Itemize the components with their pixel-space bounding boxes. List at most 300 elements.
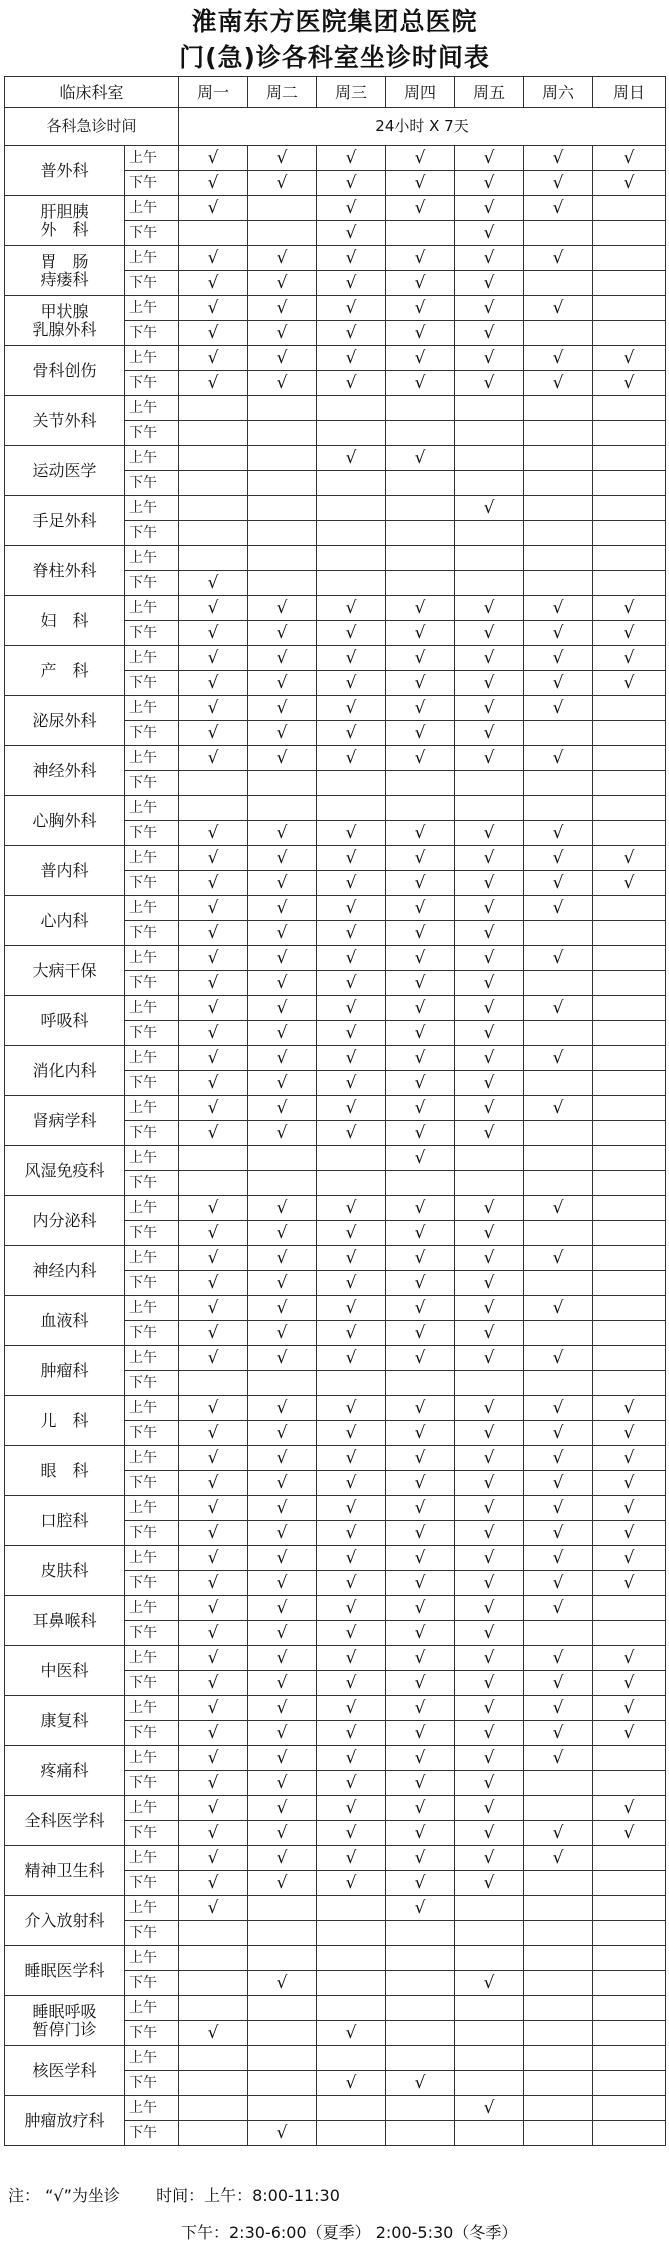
period-label: 上午 [125, 1046, 179, 1071]
empty-cell [248, 2046, 317, 2071]
empty-cell [524, 721, 593, 746]
department-name: 口腔科 [5, 1496, 125, 1546]
empty-cell [593, 396, 666, 421]
empty-cell [593, 1346, 666, 1371]
schedule-row [5, 1896, 666, 1921]
empty-cell [455, 2046, 524, 2071]
empty-cell [248, 221, 317, 246]
empty-cell [179, 1996, 248, 2021]
clinic-open-check: √ [593, 1571, 666, 1596]
empty-cell [248, 2071, 317, 2096]
empty-cell [593, 271, 666, 296]
period-label: 上午 [125, 896, 179, 921]
clinic-open-check: √ [179, 296, 248, 321]
empty-cell [179, 796, 248, 821]
empty-cell [386, 1371, 455, 1396]
empty-cell [524, 446, 593, 471]
clinic-open-check: √ [386, 2071, 455, 2096]
clinic-open-check: √ [455, 1971, 524, 1996]
empty-cell [179, 496, 248, 521]
clinic-open-check: √ [386, 1346, 455, 1371]
schedule-row [5, 1246, 666, 1271]
schedule-row [5, 746, 666, 771]
empty-cell [524, 221, 593, 246]
clinic-open-check: √ [317, 1246, 386, 1271]
schedule-row [5, 346, 666, 371]
clinic-open-check: √ [593, 1546, 666, 1571]
clinic-open-check: √ [317, 1421, 386, 1446]
clinic-open-check: √ [179, 1796, 248, 1821]
empty-cell [248, 521, 317, 546]
department-name: 睡眠医学科 [5, 1946, 125, 1996]
empty-cell [593, 2121, 666, 2146]
clinic-open-check: √ [455, 1346, 524, 1371]
clinic-open-check: √ [386, 1096, 455, 1121]
clinic-open-check: √ [179, 1396, 248, 1421]
empty-cell [179, 221, 248, 246]
period-label: 下午 [125, 1621, 179, 1646]
clinic-open-check: √ [179, 2021, 248, 2046]
clinic-open-check: √ [455, 1671, 524, 1696]
period-label: 下午 [125, 1321, 179, 1346]
clinic-open-check: √ [179, 1071, 248, 1096]
empty-cell [317, 2096, 386, 2121]
period-label: 上午 [125, 846, 179, 871]
clinic-open-check: √ [179, 1571, 248, 1596]
empty-cell [179, 1171, 248, 1196]
clinic-open-check: √ [386, 1696, 455, 1721]
clinic-open-check: √ [248, 1396, 317, 1421]
clinic-open-check: √ [455, 146, 524, 171]
period-label: 下午 [125, 1471, 179, 1496]
empty-cell [455, 546, 524, 571]
empty-cell [248, 1171, 317, 1196]
clinic-open-check: √ [455, 1821, 524, 1846]
empty-cell [248, 546, 317, 571]
empty-cell [593, 1896, 666, 1921]
empty-cell [248, 2096, 317, 2121]
clinic-open-check: √ [317, 1746, 386, 1771]
period-label: 上午 [125, 446, 179, 471]
clinic-open-check: √ [455, 346, 524, 371]
clinic-open-check: √ [317, 1696, 386, 1721]
period-label: 下午 [125, 1221, 179, 1246]
schedule-row [5, 496, 666, 521]
empty-cell [593, 296, 666, 321]
clinic-open-check: √ [386, 1071, 455, 1096]
clinic-open-check: √ [317, 296, 386, 321]
empty-cell [593, 1921, 666, 1946]
schedule-title: 门(急)诊各科室坐诊时间表 [179, 43, 490, 72]
period-label: 下午 [125, 571, 179, 596]
department-name: 脊柱外科 [5, 546, 125, 596]
clinic-open-check: √ [524, 146, 593, 171]
clinic-open-check: √ [524, 1646, 593, 1671]
clinic-open-check: √ [524, 371, 593, 396]
clinic-open-check: √ [179, 921, 248, 946]
empty-cell [386, 496, 455, 521]
clinic-open-check: √ [248, 1221, 317, 1246]
empty-cell [593, 1096, 666, 1121]
period-label: 上午 [125, 396, 179, 421]
period-label: 下午 [125, 1121, 179, 1146]
clinic-open-check: √ [455, 1621, 524, 1646]
clinic-open-check: √ [179, 246, 248, 271]
empty-cell [248, 1996, 317, 2021]
clinic-open-check: √ [593, 371, 666, 396]
clinic-open-check: √ [593, 1396, 666, 1421]
clinic-open-check: √ [386, 1596, 455, 1621]
clinic-open-check: √ [455, 671, 524, 696]
empty-cell [455, 1171, 524, 1196]
empty-cell [386, 1946, 455, 1971]
clinic-open-check: √ [317, 1396, 386, 1421]
clinic-open-check: √ [386, 321, 455, 346]
clinic-open-check: √ [455, 846, 524, 871]
empty-cell [386, 396, 455, 421]
clinic-open-check: √ [386, 146, 455, 171]
clinic-open-check: √ [317, 746, 386, 771]
schedule-row [5, 2046, 666, 2071]
clinic-open-check: √ [386, 171, 455, 196]
department-name: 产 科 [5, 646, 125, 696]
clinic-open-check: √ [179, 1546, 248, 1571]
clinic-open-check: √ [524, 946, 593, 971]
empty-cell [455, 446, 524, 471]
empty-cell [317, 1946, 386, 1971]
department-name: 肝胆胰 外 科 [5, 196, 125, 246]
empty-cell [386, 1171, 455, 1196]
clinic-open-check: √ [455, 1846, 524, 1871]
empty-cell [524, 796, 593, 821]
clinic-open-check: √ [317, 1471, 386, 1496]
clinic-open-check: √ [524, 871, 593, 896]
empty-cell [524, 1796, 593, 1821]
empty-cell [317, 1921, 386, 1946]
clinic-open-check: √ [248, 1671, 317, 1696]
period-label: 上午 [125, 1646, 179, 1671]
empty-cell [524, 1946, 593, 1971]
empty-cell [179, 2046, 248, 2071]
clinic-open-check: √ [317, 871, 386, 896]
period-label: 上午 [125, 596, 179, 621]
empty-cell [593, 1046, 666, 1071]
clinic-open-check: √ [317, 596, 386, 621]
clinic-open-check: √ [386, 1471, 455, 1496]
period-label: 下午 [125, 671, 179, 696]
empty-cell [524, 1321, 593, 1346]
period-label: 上午 [125, 196, 179, 221]
clinic-open-check: √ [179, 1621, 248, 1646]
department-name: 疼痛科 [5, 1746, 125, 1796]
clinic-open-check: √ [317, 1821, 386, 1846]
header-day: 周五 [455, 77, 524, 108]
clinic-open-check: √ [317, 1846, 386, 1871]
clinic-open-check: √ [248, 1721, 317, 1746]
period-label: 上午 [125, 1196, 179, 1221]
empty-cell [593, 1971, 666, 1996]
empty-cell [386, 471, 455, 496]
empty-cell [386, 2096, 455, 2121]
clinic-open-check: √ [179, 746, 248, 771]
clinic-open-check: √ [455, 1446, 524, 1471]
period-label: 上午 [125, 1896, 179, 1921]
clinic-open-check: √ [248, 1471, 317, 1496]
empty-cell [524, 971, 593, 996]
clinic-open-check: √ [386, 1446, 455, 1471]
note-afternoon-hours: 下午：2:30-6:00（夏季） 2:00-5:30（冬季） [181, 2223, 518, 2242]
clinic-open-check: √ [386, 621, 455, 646]
clinic-open-check: √ [248, 946, 317, 971]
empty-cell [593, 421, 666, 446]
empty-cell [179, 396, 248, 421]
clinic-open-check: √ [248, 1496, 317, 1521]
emergency-value: 24小时 X 7天 [179, 108, 666, 146]
clinic-open-check: √ [179, 571, 248, 596]
empty-cell [179, 771, 248, 796]
clinic-open-check: √ [179, 1846, 248, 1871]
clinic-open-check: √ [386, 1396, 455, 1421]
clinic-open-check: √ [593, 1521, 666, 1546]
period-label: 上午 [125, 2046, 179, 2071]
empty-cell [317, 1171, 386, 1196]
clinic-open-check: √ [248, 746, 317, 771]
period-label: 下午 [125, 371, 179, 396]
empty-cell [524, 1146, 593, 1171]
clinic-open-check: √ [386, 671, 455, 696]
empty-cell [524, 1071, 593, 1096]
clinic-open-check: √ [455, 321, 524, 346]
clinic-open-check: √ [386, 1296, 455, 1321]
clinic-open-check: √ [248, 971, 317, 996]
note-legend: 注： “√”为坐诊 [8, 2186, 120, 2205]
empty-cell [593, 746, 666, 771]
clinic-open-check: √ [317, 1871, 386, 1896]
clinic-open-check: √ [455, 1646, 524, 1671]
period-label: 上午 [125, 546, 179, 571]
empty-cell [248, 496, 317, 521]
clinic-open-check: √ [317, 1721, 386, 1746]
clinic-open-check: √ [179, 946, 248, 971]
department-name: 呼吸科 [5, 996, 125, 1046]
clinic-open-check: √ [386, 1571, 455, 1596]
schedule-row [5, 896, 666, 921]
clinic-open-check: √ [455, 371, 524, 396]
department-name: 泌尿外科 [5, 696, 125, 746]
clinic-open-check: √ [386, 1746, 455, 1771]
clinic-open-check: √ [455, 1546, 524, 1571]
empty-cell [593, 1871, 666, 1896]
clinic-open-check: √ [248, 1346, 317, 1371]
empty-cell [386, 1971, 455, 1996]
period-label: 上午 [125, 1146, 179, 1171]
clinic-open-check: √ [455, 1871, 524, 1896]
clinic-open-check: √ [317, 346, 386, 371]
clinic-open-check: √ [524, 596, 593, 621]
empty-cell [593, 921, 666, 946]
period-label: 上午 [125, 1996, 179, 2021]
department-name: 甲状腺 乳腺外科 [5, 296, 125, 346]
clinic-open-check: √ [593, 1696, 666, 1721]
clinic-open-check: √ [524, 196, 593, 221]
schedule-row [5, 1496, 666, 1521]
department-name: 关节外科 [5, 396, 125, 446]
clinic-open-check: √ [179, 171, 248, 196]
note-morning-hours: 时间：上午：8:00-11:30 [156, 2186, 340, 2205]
clinic-open-check: √ [386, 296, 455, 321]
clinic-open-check: √ [179, 1721, 248, 1746]
clinic-open-check: √ [386, 1421, 455, 1446]
clinic-open-check: √ [455, 2096, 524, 2121]
clinic-open-check: √ [455, 871, 524, 896]
schedule-row [5, 1196, 666, 1221]
clinic-open-check: √ [593, 1446, 666, 1471]
clinic-open-check: √ [386, 1771, 455, 1796]
empty-cell [524, 2021, 593, 2046]
empty-cell [593, 1071, 666, 1096]
empty-cell [593, 1996, 666, 2021]
empty-cell [317, 796, 386, 821]
empty-cell [386, 796, 455, 821]
period-label: 下午 [125, 2021, 179, 2046]
schedule-row [5, 1046, 666, 1071]
period-label: 上午 [125, 796, 179, 821]
period-label: 下午 [125, 2071, 179, 2096]
schedule-row [5, 296, 666, 321]
clinic-open-check: √ [593, 1821, 666, 1846]
empty-cell [524, 571, 593, 596]
clinic-open-check: √ [386, 971, 455, 996]
empty-cell [524, 2046, 593, 2071]
department-name: 精神卫生科 [5, 1846, 125, 1896]
empty-cell [524, 521, 593, 546]
empty-cell [179, 2096, 248, 2121]
schedule-row [5, 1596, 666, 1621]
clinic-open-check: √ [455, 1721, 524, 1746]
clinic-open-check: √ [179, 196, 248, 221]
clinic-open-check: √ [455, 1221, 524, 1246]
schedule-row [5, 846, 666, 871]
clinic-open-check: √ [248, 1321, 317, 1346]
clinic-open-check: √ [248, 696, 317, 721]
clinic-open-check: √ [179, 1521, 248, 1546]
clinic-open-check: √ [248, 1871, 317, 1896]
clinic-open-check: √ [524, 1846, 593, 1871]
clinic-open-check: √ [248, 921, 317, 946]
period-label: 下午 [125, 1871, 179, 1896]
clinic-open-check: √ [317, 846, 386, 871]
period-label: 下午 [125, 421, 179, 446]
period-label: 下午 [125, 1821, 179, 1846]
clinic-open-check: √ [386, 1521, 455, 1546]
clinic-open-check: √ [524, 1246, 593, 1271]
empty-cell [455, 521, 524, 546]
clinic-open-check: √ [455, 1471, 524, 1496]
clinic-open-check: √ [248, 146, 317, 171]
clinic-open-check: √ [455, 896, 524, 921]
clinic-open-check: √ [317, 271, 386, 296]
clinic-open-check: √ [317, 1496, 386, 1521]
empty-cell [455, 571, 524, 596]
clinic-open-check: √ [317, 996, 386, 1021]
empty-cell [593, 546, 666, 571]
clinic-open-check: √ [248, 1021, 317, 1046]
department-name: 肿瘤放疗科 [5, 2096, 125, 2146]
empty-cell [593, 1321, 666, 1346]
clinic-open-check: √ [455, 1021, 524, 1046]
empty-cell [455, 1896, 524, 1921]
department-name: 血液科 [5, 1296, 125, 1346]
department-name: 介入放射科 [5, 1896, 125, 1946]
schedule-row [5, 996, 666, 1021]
empty-cell [248, 1371, 317, 1396]
clinic-open-check: √ [179, 1446, 248, 1471]
department-name: 儿 科 [5, 1396, 125, 1446]
clinic-open-check: √ [455, 1746, 524, 1771]
empty-cell [317, 1146, 386, 1171]
clinic-open-check: √ [317, 1571, 386, 1596]
period-label: 上午 [125, 1846, 179, 1871]
empty-cell [455, 2121, 524, 2146]
clinic-open-check: √ [455, 171, 524, 196]
clinic-open-check: √ [179, 321, 248, 346]
department-name: 神经外科 [5, 746, 125, 796]
schedule-row [5, 1996, 666, 2021]
clinic-open-check: √ [317, 621, 386, 646]
clinic-open-check: √ [317, 1671, 386, 1696]
period-label: 下午 [125, 621, 179, 646]
empty-cell [179, 2071, 248, 2096]
clinic-open-check: √ [524, 1746, 593, 1771]
empty-cell [386, 771, 455, 796]
empty-cell [455, 2021, 524, 2046]
empty-cell [179, 1921, 248, 1946]
clinic-open-check: √ [317, 246, 386, 271]
empty-cell [248, 471, 317, 496]
empty-cell [593, 471, 666, 496]
clinic-open-check: √ [593, 146, 666, 171]
clinic-open-check: √ [317, 1071, 386, 1096]
schedule-row [5, 196, 666, 221]
clinic-open-check: √ [386, 1146, 455, 1171]
clinic-open-check: √ [248, 171, 317, 196]
clinic-open-check: √ [179, 896, 248, 921]
period-label: 上午 [125, 996, 179, 1021]
empty-cell [524, 1871, 593, 1896]
department-name: 全科医学科 [5, 1796, 125, 1846]
department-name: 大病干保 [5, 946, 125, 996]
empty-cell [593, 2071, 666, 2096]
clinic-open-check: √ [386, 596, 455, 621]
period-label: 上午 [125, 2096, 179, 2121]
clinic-open-check: √ [248, 346, 317, 371]
empty-cell [248, 571, 317, 596]
clinic-open-check: √ [248, 271, 317, 296]
department-name: 内分泌科 [5, 1196, 125, 1246]
clinic-open-check: √ [524, 746, 593, 771]
empty-cell [524, 1221, 593, 1246]
clinic-open-check: √ [248, 1696, 317, 1721]
clinic-open-check: √ [593, 646, 666, 671]
clinic-open-check: √ [455, 821, 524, 846]
clinic-open-check: √ [455, 1396, 524, 1421]
period-label: 下午 [125, 521, 179, 546]
empty-cell [593, 1271, 666, 1296]
department-name: 运动医学 [5, 446, 125, 496]
empty-cell [593, 521, 666, 546]
empty-cell [524, 1021, 593, 1046]
clinic-open-check: √ [317, 221, 386, 246]
